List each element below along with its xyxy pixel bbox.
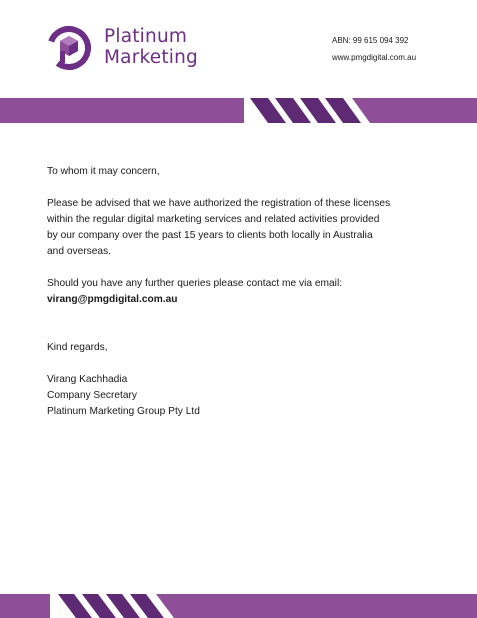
queries-line: Should you have any further queries please contact me via email: — [47, 278, 343, 289]
signatory-title: Company Secretary — [47, 390, 138, 401]
email-link[interactable]: virang@pmgdigital.com.au — [47, 294, 178, 305]
platinum-marketing-logo-icon — [46, 25, 92, 71]
top-decorative-band — [0, 98, 477, 123]
signatory-name: Virang Kachhadia — [47, 374, 128, 385]
abn-text: ABN: 99 615 094 392 — [332, 36, 409, 45]
website-link[interactable]: www.pmgdigital.com.au — [332, 53, 417, 62]
signatory-company: Platinum Marketing Group Pty Ltd — [47, 406, 200, 417]
letter-body — [47, 164, 447, 420]
brand-line-1: Platinum — [104, 26, 188, 47]
contact-block — [332, 32, 416, 66]
paragraph-line-4: and overseas. — [47, 246, 111, 257]
paragraph-line-3: by our company over the past 15 years to clients both locally in Australia — [47, 230, 373, 241]
brand-name — [104, 26, 198, 68]
paragraph-line-2: within the regular digital marketing services and related activities provided — [47, 214, 380, 225]
bottom-decorative-band — [0, 594, 477, 618]
salutation: To whom it may concern, — [47, 166, 160, 177]
brand-line-2: Marketing — [104, 47, 199, 68]
closing: Kind regards, — [47, 342, 108, 353]
paragraph-line-1: Please be advised that we have authorized the registration of these licenses — [47, 198, 391, 209]
